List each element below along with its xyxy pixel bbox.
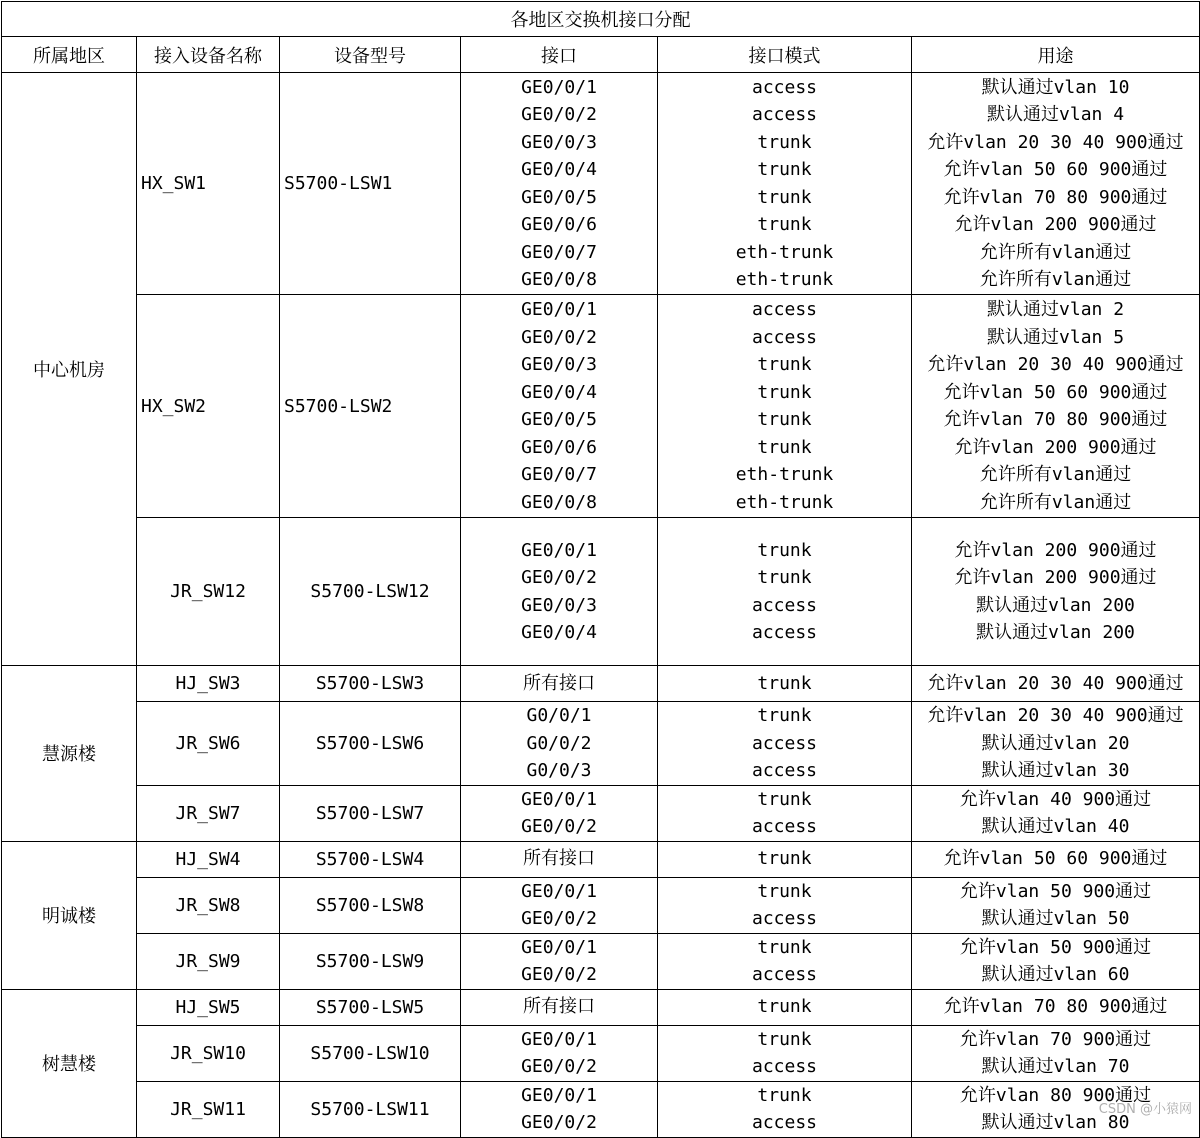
mode-cell (658, 702, 912, 786)
purpose-cell (912, 73, 1200, 295)
interface-line: GE0/0/8 (521, 269, 597, 290)
device-row (2, 877, 1200, 933)
region-cell: 树慧楼 (2, 989, 137, 1137)
purpose-line: 默认通过vlan 80 (981, 1112, 1130, 1133)
interface-line: GE0/0/1 (521, 1028, 597, 1050)
interface-line: GE0/0/4 (521, 622, 597, 643)
mode-line: trunk (757, 705, 812, 726)
device-model-cell: S5700-LSW9 (280, 933, 461, 989)
device-row (2, 933, 1200, 989)
device-row (2, 295, 1200, 518)
interface-line: G0/0/3 (526, 760, 592, 781)
purpose-line: 允许vlan 70 80 900通过 (943, 186, 1168, 208)
purpose-line: 允许所有vlan通过 (979, 491, 1132, 513)
purpose-cell (912, 785, 1200, 841)
device-name-cell: JR_SW12 (137, 518, 280, 666)
device-model-cell: S5700-LSW10 (280, 1025, 461, 1081)
interface-line: GE0/0/1 (521, 76, 597, 98)
interface-line: GE0/0/4 (521, 159, 597, 180)
region-cell: 明诚楼 (2, 841, 137, 989)
device-model-cell: S5700-LSW4 (280, 841, 461, 877)
purpose-line: 默认通过vlan 200 (976, 594, 1135, 616)
mode-cell (658, 877, 912, 933)
interface-cell (461, 295, 658, 518)
purpose-cell (912, 877, 1200, 933)
interface-line: GE0/0/2 (521, 1056, 597, 1077)
device-row (2, 702, 1200, 786)
purpose-line: 允许vlan 40 900通过 (959, 788, 1152, 810)
switch-interface-table (1, 1, 1200, 1138)
mode-line: trunk (757, 1084, 812, 1106)
interface-cell (461, 518, 658, 666)
interface-line: GE0/0/2 (521, 567, 597, 588)
header-interface-mode: 接口模式 (658, 37, 912, 73)
device-model-cell: S5700-LSW1 (280, 73, 461, 295)
device-row (2, 1081, 1200, 1137)
interface-line: GE0/0/2 (521, 1112, 597, 1133)
mode-line: access (751, 594, 818, 616)
title-row (2, 2, 1200, 37)
mode-line: access (751, 1112, 818, 1133)
mode-line: access (751, 299, 818, 320)
device-row (2, 518, 1200, 666)
purpose-line: 默认通过vlan 30 (981, 760, 1130, 781)
interface-cell (461, 1081, 658, 1137)
interface-line: GE0/0/1 (521, 1084, 597, 1106)
purpose-cell (912, 518, 1200, 666)
mode-line: eth-trunk (735, 491, 834, 513)
purpose-line: 默认通过vlan 50 (981, 908, 1130, 929)
mode-line: trunk (757, 996, 812, 1018)
purpose-line: 默认通过vlan 4 (987, 104, 1125, 125)
purpose-line: 允许vlan 200 900通过 (954, 567, 1157, 588)
mode-cell (658, 933, 912, 989)
device-name-cell: HJ_SW5 (137, 989, 280, 1025)
purpose-line: 允许vlan 20 30 40 900通过 (927, 131, 1184, 153)
mode-line: trunk (757, 848, 812, 870)
header-interface: 接口 (461, 37, 658, 73)
mode-line: trunk (757, 672, 812, 694)
purpose-line: 默认通过vlan 20 (981, 732, 1130, 754)
device-name-cell: JR_SW9 (137, 933, 280, 989)
interface-cell (461, 666, 658, 702)
header-device-name: 接入设备名称 (137, 37, 280, 73)
purpose-line: 允许所有vlan通过 (979, 241, 1132, 263)
purpose-line: 默认通过vlan 60 (981, 964, 1130, 985)
interface-line: GE0/0/1 (521, 936, 597, 958)
device-name-cell: HJ_SW3 (137, 666, 280, 702)
mode-line: eth-trunk (735, 269, 834, 290)
interface-line: GE0/0/6 (521, 436, 597, 458)
mode-line: trunk (757, 436, 812, 458)
device-model-cell: S5700-LSW5 (280, 989, 461, 1025)
mode-cell (658, 295, 912, 518)
purpose-line: 默认通过vlan 200 (976, 622, 1135, 643)
purpose-line: 允许vlan 200 900通过 (954, 539, 1157, 561)
device-row (2, 785, 1200, 841)
device-model-cell: S5700-LSW7 (280, 785, 461, 841)
interface-line: GE0/0/7 (521, 241, 597, 263)
interface-cell (461, 1025, 658, 1081)
mode-line: trunk (757, 186, 812, 208)
purpose-cell (912, 702, 1200, 786)
mode-line: access (751, 732, 818, 754)
device-row (2, 1025, 1200, 1081)
purpose-cell (912, 933, 1200, 989)
mode-line: trunk (757, 936, 812, 958)
purpose-line: 允许vlan 50 60 900通过 (943, 848, 1168, 870)
interface-cell (461, 73, 658, 295)
mode-line: trunk (757, 567, 812, 588)
interface-cell (461, 841, 658, 877)
header-region: 所属地区 (2, 37, 137, 73)
mode-line: trunk (757, 381, 812, 403)
interface-line: GE0/0/3 (521, 354, 597, 375)
purpose-line: 默认通过vlan 10 (981, 76, 1130, 98)
mode-cell (658, 1081, 912, 1137)
interface-cell (461, 785, 658, 841)
interface-line: GE0/0/2 (521, 816, 597, 837)
interface-line: GE0/0/1 (521, 299, 597, 320)
mode-line: trunk (757, 1028, 812, 1050)
mode-line: access (751, 908, 818, 929)
mode-line: trunk (757, 354, 812, 375)
mode-line: access (751, 76, 818, 98)
mode-line: access (751, 622, 818, 643)
device-model-cell: S5700-LSW2 (280, 295, 461, 518)
purpose-line: 允许所有vlan通过 (979, 464, 1132, 485)
interface-line: GE0/0/2 (521, 104, 597, 125)
purpose-line: 允许vlan 20 30 40 900通过 (927, 672, 1184, 694)
mode-line: trunk (757, 788, 812, 810)
device-model-cell: S5700-LSW8 (280, 877, 461, 933)
mode-cell (658, 1025, 912, 1081)
device-model-cell: S5700-LSW11 (280, 1081, 461, 1137)
device-row (2, 841, 1200, 877)
purpose-line: 默认通过vlan 40 (981, 816, 1130, 837)
device-row (2, 989, 1200, 1025)
purpose-line: 默认通过vlan 5 (987, 326, 1125, 348)
device-model-cell: S5700-LSW12 (280, 518, 461, 666)
device-name-cell: HX_SW1 (137, 73, 280, 295)
mode-cell (658, 73, 912, 295)
device-name-cell: JR_SW8 (137, 877, 280, 933)
device-row (2, 73, 1200, 295)
mode-line: access (751, 816, 818, 837)
interface-line: 所有接口 (523, 848, 595, 870)
device-row (2, 666, 1200, 702)
mode-cell (658, 841, 912, 877)
mode-cell (658, 666, 912, 702)
purpose-cell (912, 666, 1200, 702)
mode-line: access (751, 104, 818, 125)
header-device-model: 设备型号 (280, 37, 461, 73)
device-model-cell: S5700-LSW3 (280, 666, 461, 702)
interface-line: GE0/0/4 (521, 381, 597, 403)
interface-line: GE0/0/5 (521, 409, 597, 430)
mode-line: trunk (757, 159, 812, 180)
purpose-line: 允许vlan 50 60 900通过 (943, 159, 1168, 180)
device-name-cell: HJ_SW4 (137, 841, 280, 877)
purpose-line: 允许vlan 50 60 900通过 (943, 381, 1168, 403)
purpose-cell (912, 1025, 1200, 1081)
interface-cell (461, 933, 658, 989)
purpose-line: 允许vlan 50 900通过 (959, 936, 1152, 958)
header-purpose: 用途 (912, 37, 1200, 73)
interface-line: GE0/0/1 (521, 880, 597, 902)
mode-line: trunk (757, 131, 812, 153)
table-body (2, 2, 1200, 1138)
device-name-cell: JR_SW6 (137, 702, 280, 786)
interface-line: GE0/0/5 (521, 186, 597, 208)
mode-line: access (751, 326, 818, 348)
interface-line: GE0/0/7 (521, 464, 597, 485)
purpose-line: 允许vlan 200 900通过 (954, 214, 1157, 235)
interface-line: GE0/0/6 (521, 214, 597, 235)
mode-line: eth-trunk (735, 241, 834, 263)
device-model-cell: S5700-LSW6 (280, 702, 461, 786)
device-name-cell: JR_SW10 (137, 1025, 280, 1081)
purpose-line: 允许vlan 50 900通过 (959, 880, 1152, 902)
purpose-line: 默认通过vlan 70 (981, 1056, 1130, 1077)
mode-line: trunk (757, 214, 812, 235)
mode-line: trunk (757, 409, 812, 430)
mode-line: trunk (757, 539, 812, 561)
region-cell: 中心机房 (2, 73, 137, 666)
interface-line: GE0/0/1 (521, 539, 597, 561)
purpose-line: 允许所有vlan通过 (979, 269, 1132, 290)
interface-line: GE0/0/2 (521, 908, 597, 929)
device-name-cell: JR_SW7 (137, 785, 280, 841)
purpose-line: 允许vlan 20 30 40 900通过 (927, 354, 1184, 375)
purpose-line: 允许vlan 20 30 40 900通过 (927, 705, 1184, 726)
device-name-cell: HX_SW2 (137, 295, 280, 518)
interface-line: 所有接口 (523, 672, 595, 694)
interface-cell (461, 702, 658, 786)
interface-cell (461, 989, 658, 1025)
interface-line: GE0/0/1 (521, 788, 597, 810)
device-name-cell: JR_SW11 (137, 1081, 280, 1137)
interface-cell (461, 877, 658, 933)
interface-line: GE0/0/2 (521, 326, 597, 348)
header-row (2, 37, 1200, 73)
purpose-line: 允许vlan 70 80 900通过 (943, 409, 1168, 430)
mode-line: trunk (757, 880, 812, 902)
mode-line: access (751, 964, 818, 985)
purpose-line: 允许vlan 200 900通过 (954, 436, 1157, 458)
purpose-cell (912, 295, 1200, 518)
purpose-cell (912, 989, 1200, 1025)
interface-line: GE0/0/3 (521, 594, 597, 616)
mode-cell (658, 989, 912, 1025)
mode-cell (658, 785, 912, 841)
region-cell: 慧源楼 (2, 666, 137, 842)
purpose-line: 允许vlan 70 80 900通过 (943, 996, 1168, 1018)
mode-line: access (751, 760, 818, 781)
interface-line: GE0/0/8 (521, 491, 597, 513)
mode-line: access (751, 1056, 818, 1077)
purpose-line: 允许vlan 70 900通过 (959, 1028, 1152, 1050)
interface-line: GE0/0/2 (521, 964, 597, 985)
mode-line: eth-trunk (735, 464, 834, 485)
purpose-cell (912, 841, 1200, 877)
interface-line: G0/0/1 (526, 705, 592, 726)
purpose-line: 默认通过vlan 2 (987, 299, 1125, 320)
watermark: CSDN @小猿网 (1098, 1102, 1192, 1117)
interface-line: GE0/0/3 (521, 131, 597, 153)
interface-line: 所有接口 (523, 996, 595, 1018)
purpose-line: 允许vlan 80 900通过 (959, 1084, 1152, 1106)
interface-line: G0/0/2 (526, 732, 592, 754)
mode-cell (658, 518, 912, 666)
table-title: 各地区交换机接口分配 (2, 2, 1200, 37)
